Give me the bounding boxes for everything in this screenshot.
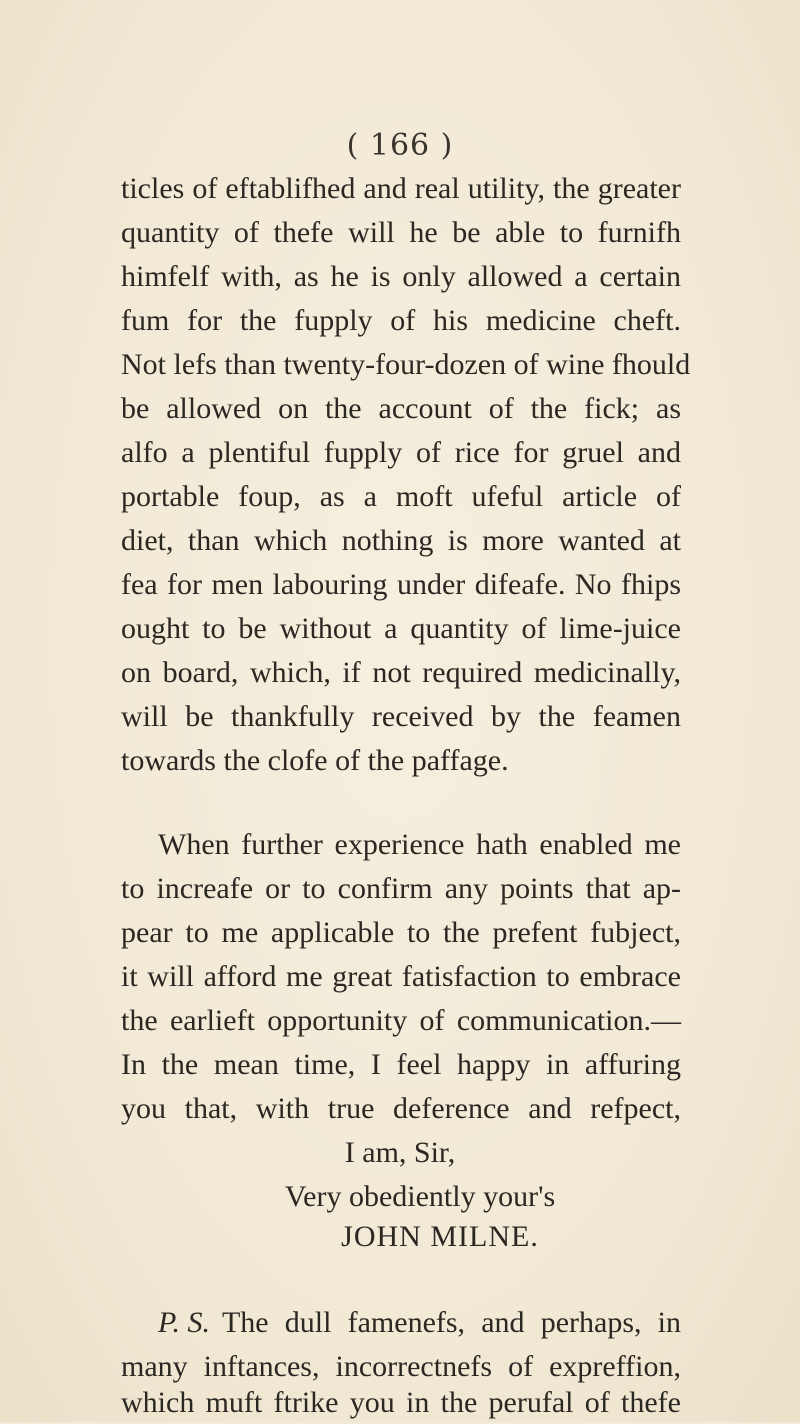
paragraph-line: pear to me applicable to the prefent fubject, bbox=[121, 916, 681, 949]
paragraph-line: it will afford me great fatisfaction to embrace bbox=[121, 960, 681, 993]
paragraph-line: you that, with true deference and refpect, bbox=[121, 1092, 681, 1125]
postscript-label: P. S. bbox=[158, 1306, 210, 1339]
paragraph-line: on board, which, if not required medicinally, bbox=[121, 656, 681, 689]
paragraph-line: ought to be without a quantity of lime-juice bbox=[121, 612, 681, 645]
paragraph-line: Not lefs than twenty-four-dozen of wine fhould bbox=[121, 348, 691, 381]
paragraph-line: portable foup, as a moft ufeful article of bbox=[121, 480, 681, 513]
postscript-text: The dull famenefs, and perhaps, in bbox=[221, 1306, 681, 1339]
paragraph-line: quantity of thefe will he be able to furnifh bbox=[121, 216, 681, 249]
paragraph-line: fea for men labouring under difeafe. No fhips bbox=[121, 568, 681, 601]
paragraph-line: towards the clofe of the paffage. bbox=[121, 744, 509, 777]
paragraph-line: fum for the fupply of his medicine cheft. bbox=[121, 304, 681, 337]
closing-valediction: Very obediently your's bbox=[284, 1180, 556, 1213]
postscript-line: which muft ftrike you in the perufal of thefe bbox=[121, 1386, 681, 1419]
paragraph-line: alfo a plentiful fupply of rice for gruel and bbox=[121, 436, 681, 469]
postscript-line: many inftances, incorrectnefs of expreffion, bbox=[121, 1350, 681, 1383]
paragraph-line: will be thankfully received by the feamen bbox=[121, 700, 681, 733]
paragraph-line: himfelf with, as he is only allowed a certain bbox=[121, 260, 681, 293]
postscript-first-line bbox=[158, 1302, 681, 1344]
paragraph-line: In the mean time, I feel happy in affuring bbox=[121, 1048, 681, 1081]
paragraph-line: the earlieft opportunity of communication.— bbox=[121, 1004, 681, 1037]
closing-salutation: I am, Sir, bbox=[344, 1136, 456, 1169]
paragraph-line: diet, than which nothing is more wanted at bbox=[121, 524, 681, 557]
paragraph-line: to increafe or to confirm any points that ap- bbox=[121, 872, 681, 905]
signature: JOHN MILNE. bbox=[341, 1220, 539, 1253]
paragraph-line: When further experience hath enabled me bbox=[158, 828, 681, 861]
paragraph-line: be allowed on the account of the fick; as bbox=[121, 392, 681, 425]
paragraph-line: ticles of eftablifhed and real utility, the greater bbox=[121, 172, 681, 205]
page-number: ( 166 ) bbox=[346, 128, 454, 163]
